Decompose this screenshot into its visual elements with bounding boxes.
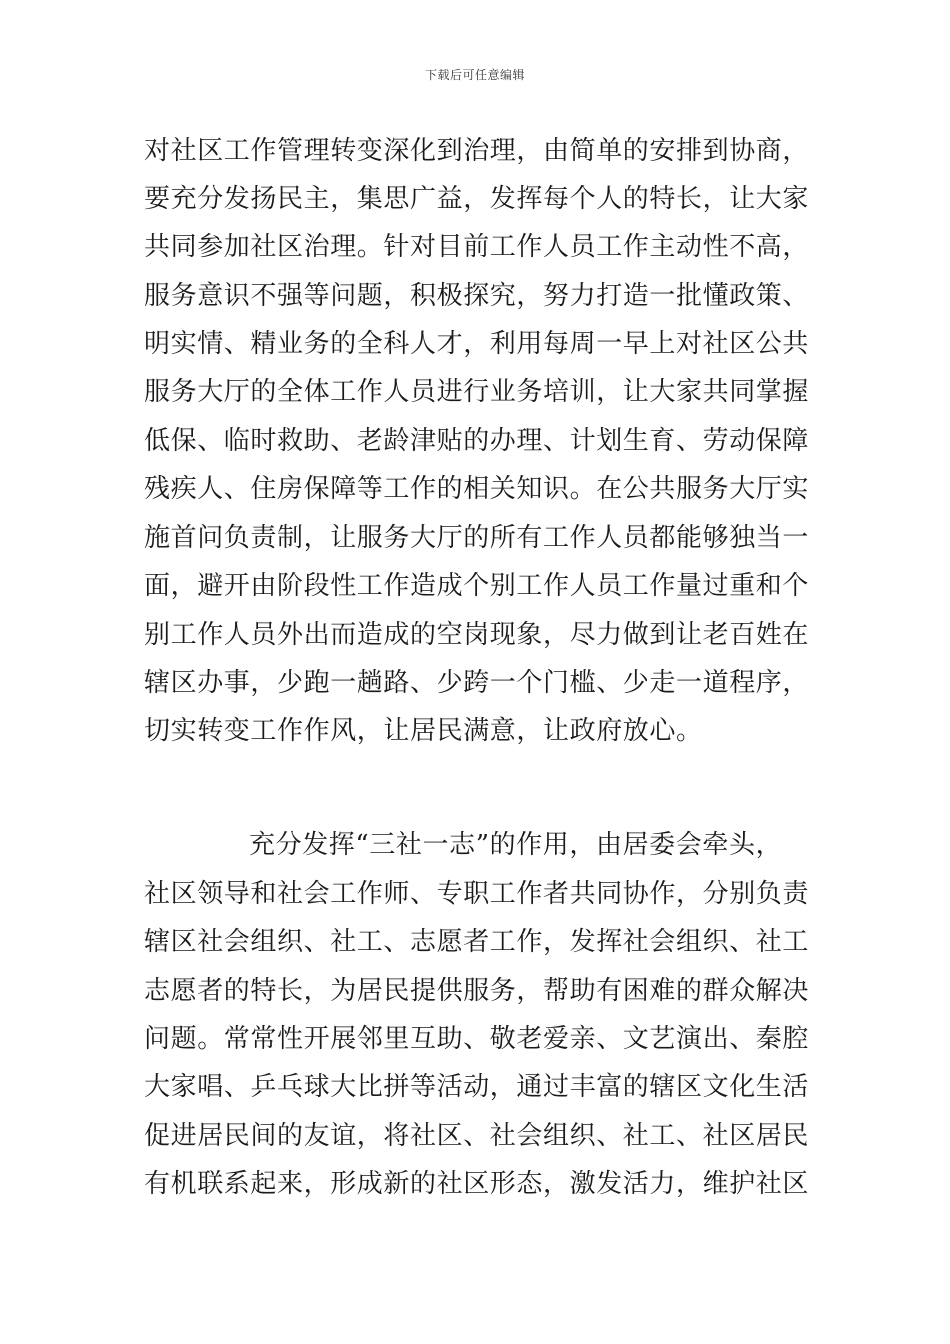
paragraph-1-line-13: 切实转变工作作风，让居民满意，让政府放心。 [144, 716, 703, 746]
paragraph-1-line-6: 服务大厅的全体工作人员进行业务培训，让大家共同掌握 [144, 377, 810, 407]
paragraph-2-line-8: 有机联系起来，形成新的社区形态，激发活力，维护社区 [144, 1169, 810, 1199]
paragraph-2-line-7: 促进居民间的友谊，将社区、社会组织、社工、社区居民 [144, 1121, 810, 1151]
paragraph-1-line-5: 明实情、精业务的全科人才，利用每周一早上对社区公共 [144, 329, 810, 359]
paragraph-2-line-6: 大家唱、乒乓球大比拼等活动，通过丰富的辖区文化生活 [144, 1072, 810, 1102]
paragraph-1-line-8: 残疾人、住房保障等工作的相关知识。在公共服务大厅实 [144, 474, 810, 504]
paragraph-1-line-11: 别工作人员外出而造成的空岗现象，尽力做到让老百姓在 [144, 620, 810, 650]
paragraph-1-line-7: 低保、临时救助、老龄津贴的办理、计划生育、劳动保障 [144, 426, 810, 456]
page-header-note: 下载后可任意编辑 [424, 68, 525, 82]
paragraph-2-line-4: 志愿者的特长，为居民提供服务，帮助有困难的群众解决 [144, 976, 810, 1006]
paragraph-1-line-2: 要充分发扬民主，集思广益，发挥每个人的特长，让大家 [144, 184, 810, 214]
paragraph-2-line-5: 问题。常常性开展邻里互助、敬老爱亲、文艺演出、秦腔 [144, 1024, 810, 1054]
paragraph-2-line-3: 辖区社会组织、社工、志愿者工作，发挥社会组织、社工 [144, 927, 810, 957]
paragraph-1-line-12: 辖区办事，少跑一趟路、少跨一个门槛、少走一道程序， [144, 668, 810, 698]
paragraph-1-line-1: 对社区工作管理转变深化到治理，由简单的安排到协商， [144, 136, 810, 166]
paragraph-2-line-2: 社区领导和社会工作师、专职工作者共同协作，分别负责 [144, 879, 810, 909]
paragraph-1-line-9: 施首问负责制，让服务大厅的所有工作人员都能够独当一 [144, 523, 810, 553]
paragraph-2-line-1: 充分发挥“三社一志”的作用，由居委会牵头， [249, 830, 783, 860]
paragraph-1-line-10: 面，避开由阶段性工作造成个别工作人员工作量过重和个 [144, 571, 810, 601]
paragraph-1-line-3: 共同参加社区治理。针对目前工作人员工作主动性不高， [144, 232, 810, 262]
paragraph-1-line-4: 服务意识不强等问题，积极探究，努力打造一批懂政策、 [144, 281, 810, 311]
